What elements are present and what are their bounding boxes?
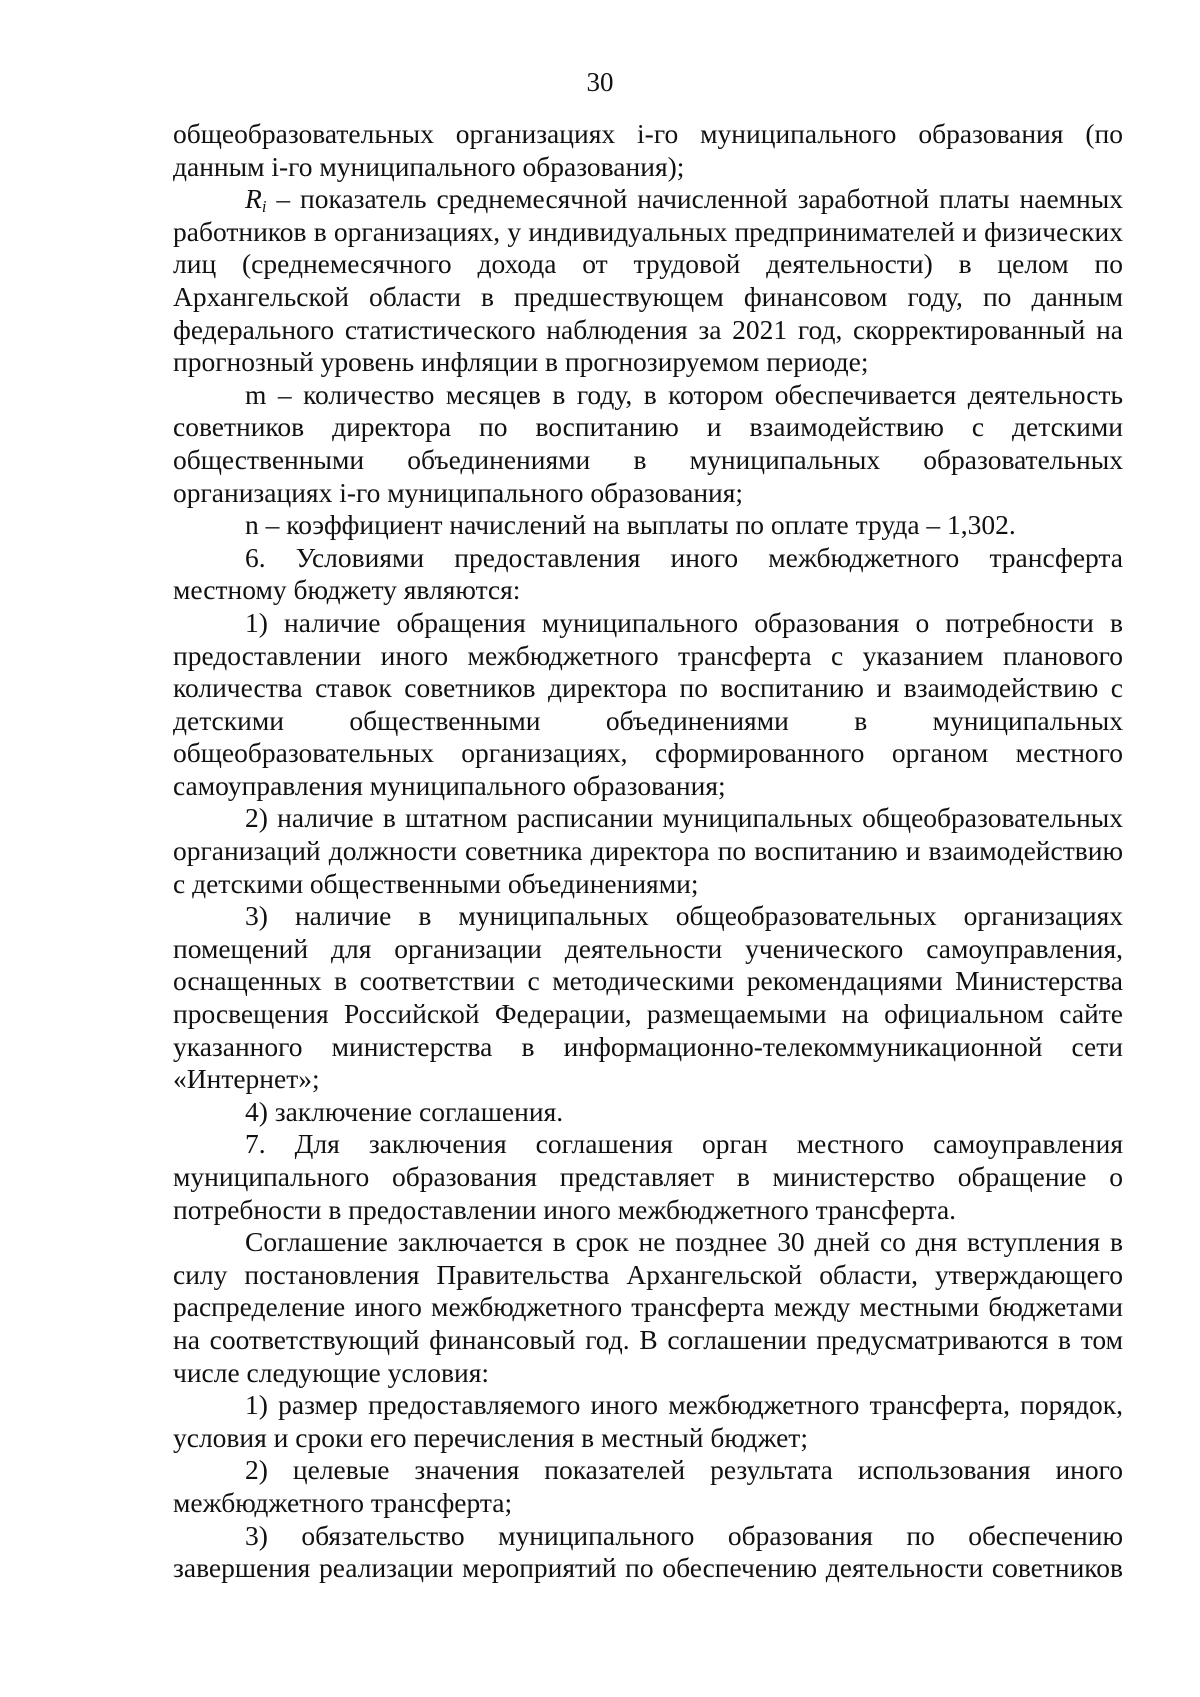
paragraph-item-7: 7. Для заключения соглашения орган местного самоуправления муниципального образования представляет в министерство обращение о потребности в предоставлении иного межбюджетного трансферта. <box>173 1128 1123 1225</box>
paragraph-m-definition: m – количество месяцев в году, в котором обеспечивается деятельность советников директора по воспитанию и взаимодействию с детскими общественными объединениями в муниципальных образовательных организациях i-го муниципального образования; <box>173 378 1123 508</box>
paragraph-item-6: 6. Условиями предоставления иного межбюджетного трансферта местному бюджету являются: <box>173 541 1123 606</box>
paragraph-condition-4: 4) заключение соглашения. <box>245 1095 564 1127</box>
paragraph-ri-definition: $R_i$ – показатель среднемесячной начисленной заработной платы наемных работников в организациях, у индивидуальных предпринимателей и физических лиц (среднемесячного дохода от трудовой деятельности) в целом по Архангельской области в предшествующем финансовом году, по данным федерального статистического наблюдения за 2021 год, скорректированный на прогнозный уровень инфляции в прогнозируемом периоде; <box>173 183 1123 378</box>
variable-r-i: $R_i$ <box>245 183 267 217</box>
paragraph-agreement-term-2: 2) целевые значения показателей результата использования иного межбюджетного трансферта; <box>173 1454 1123 1518</box>
paragraph-condition-3: 3) наличие в муниципальных общеобразовательных организациях помещений для организации деятельности ученического самоуправления, оснащенных в соответствии с методическими рекомендациями Министерства просвещения Российской Федерации, размещаемыми на официальном сайте указанного министерства в информационно-телекоммуникационной сети «Интернет»; <box>173 900 1123 1095</box>
paragraph-agreement: Соглашение заключается в срок не позднее 30 дней со дня вступления в силу постановления Правительства Архангельской области, утверждающего распределение иного межбюджетного трансферта между местными бюджетами на соответствующий финансовый год. В соглашении предусматриваются в том числе следующие условия: <box>173 1226 1123 1388</box>
paragraph-condition-1: 1) наличие обращения муниципального образования о потребности в предоставлении иного межбюджетного трансферта с указанием планового количества ставок советников директора по воспитанию и взаимодействию с детскими общественными объединениями в муниципальных общеобразовательных организациях, сформированного органом местного самоуправления муниципального образования; <box>173 606 1123 801</box>
page-number: 30 <box>586 67 614 97</box>
paragraph-continuation: общеобразовательных организациях i-го муниципального образования (по данным i-го муниципального образования); <box>173 118 1123 182</box>
paragraph-condition-2: 2) наличие в штатном расписании муниципальных общеобразовательных организаций должности советника директора по воспитанию и взаимодействию с детскими общественными объединениями; <box>173 802 1123 899</box>
paragraph-agreement-term-1: 1) размер предоставляемого иного межбюджетного трансферта, порядок, условия и сроки его перечисления в местный бюджет; <box>173 1389 1123 1453</box>
paragraph-agreement-term-3: 3) обязательство муниципального образования по обеспечению завершения реализации мероприятий по обеспечению деятельности советников <box>173 1519 1123 1584</box>
paragraph-n-definition: n – коэффициент начислений на выплаты по оплате труда – 1,302. <box>245 509 1016 541</box>
document-body <box>173 118 1123 1585</box>
